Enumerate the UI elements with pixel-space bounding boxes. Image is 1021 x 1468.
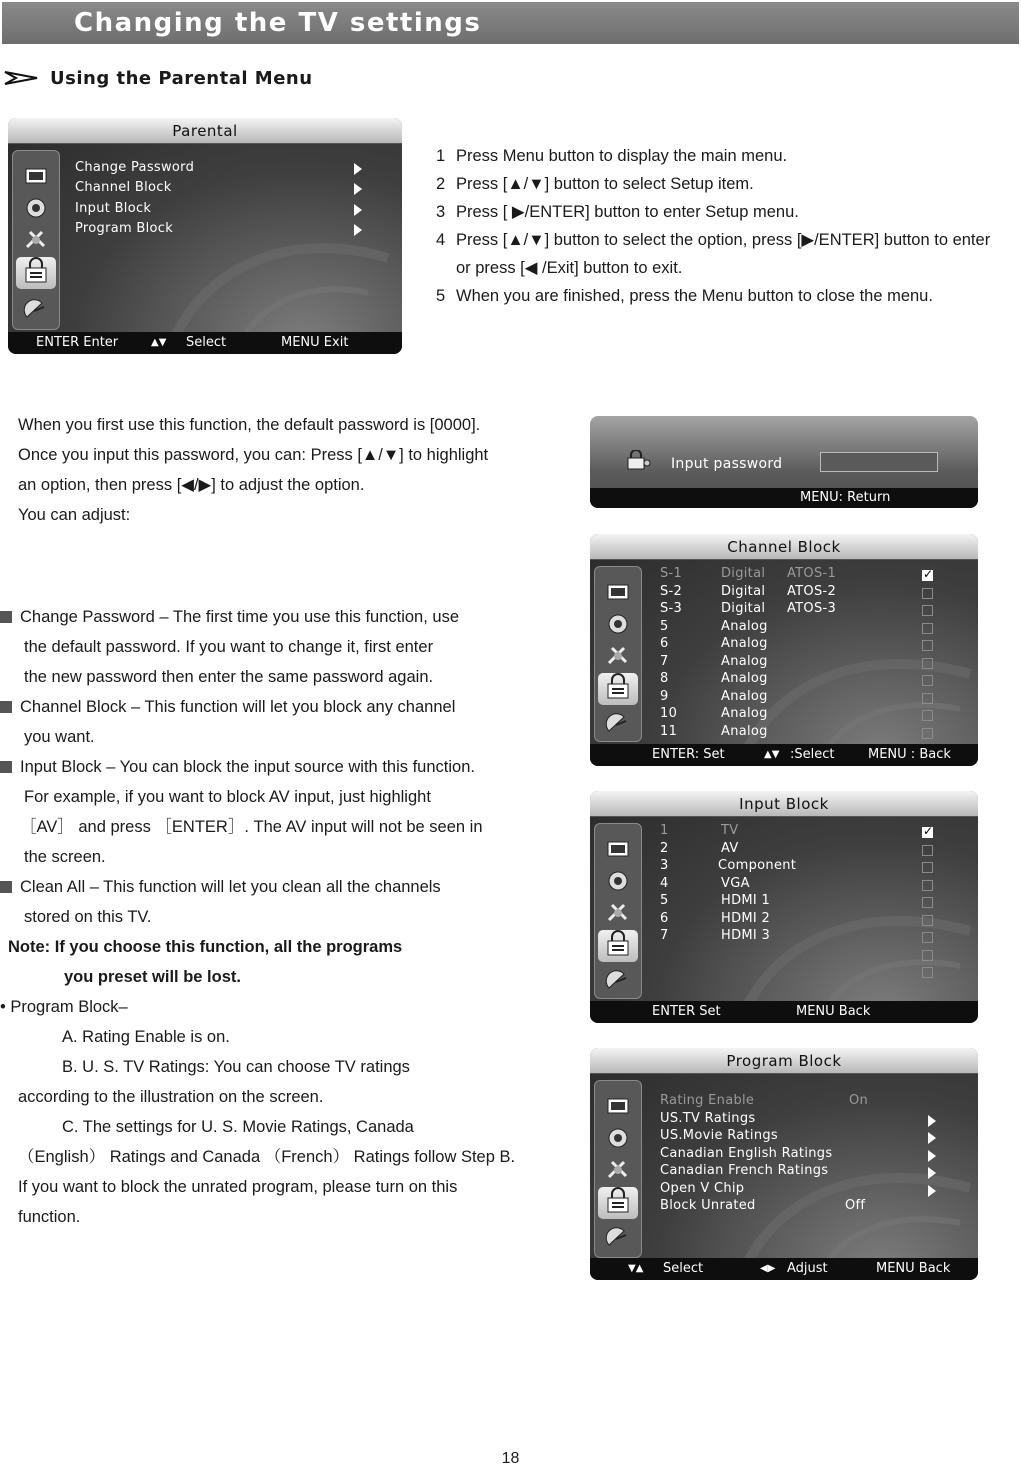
desc-line: （English） Ratings and Canada （French） Ratings follow Step B. [18, 1148, 516, 1166]
input-source-name: HDMI 2 [721, 910, 771, 926]
input-number[interactable]: 6 [660, 910, 669, 926]
block-checkbox[interactable] [922, 915, 933, 926]
lock-icon [16, 257, 56, 289]
input-source-name: VGA [721, 875, 750, 891]
desc-line: For example, if you want to block AV input, just highlight [24, 788, 431, 806]
option-descriptions [0, 602, 515, 1232]
osd-footer [8, 332, 402, 354]
channel-type: Analog [721, 671, 768, 686]
input-source-name: HDMI 3 [721, 928, 771, 943]
desc-line: ［AV］ and press ［ENTER］. The AV input will not be seen in [20, 818, 483, 836]
input-number[interactable]: 2 [660, 840, 669, 856]
desc-line: C. The settings for U. S. Movie Ratings, Canada [62, 1118, 414, 1136]
menu-item-program-block[interactable]: Program Block [75, 221, 174, 236]
footer-adjust-hint: Adjust [787, 1261, 828, 1276]
satellite-dish-icon[interactable] [604, 711, 632, 737]
step-line: 4 Press [▲/▼] button to select the option, press [▶/ENTER] button to enter [436, 231, 991, 249]
block-checkbox[interactable] [922, 623, 933, 634]
osd-sidebar [12, 150, 60, 330]
program-option-label[interactable]: Rating Enable [660, 1093, 755, 1108]
password-input[interactable] [820, 452, 938, 472]
channel-number[interactable]: S-2 [660, 583, 683, 599]
osd-title: Channel Block [590, 534, 978, 560]
square-bullet-icon [0, 881, 12, 893]
input-number[interactable]: 7 [660, 928, 669, 943]
lock-icon [598, 930, 638, 962]
step-line: 5 When you are finished, press the Menu button to close the menu. [436, 287, 933, 305]
swirl-decoration [590, 534, 978, 766]
desc-change-password: Change Password – The first time you use this function, use [0, 602, 515, 632]
block-checkbox[interactable] [922, 675, 933, 686]
channel-number[interactable]: 11 [660, 723, 678, 739]
up-down-arrows-icon: ▲▼ [151, 337, 167, 348]
block-checkbox[interactable] [922, 570, 933, 581]
page-header [2, 2, 1019, 44]
block-checkbox[interactable] [922, 728, 933, 739]
chevron-right-icon [928, 1185, 936, 1197]
channel-type: Digital [721, 566, 766, 581]
program-option-label[interactable]: Canadian English Ratings [660, 1145, 833, 1161]
arrow-bullet-icon [4, 70, 38, 86]
intro-line: When you first use this function, the default password is [0000]. [18, 416, 481, 434]
step-line: 2 Press [▲/▼] button to select Setup item. [436, 175, 754, 193]
satellite-dish-icon[interactable] [604, 1225, 632, 1251]
input-source-name: TV [721, 823, 739, 838]
lock-tab-selected[interactable] [598, 1187, 638, 1219]
osd-footer [590, 488, 978, 508]
swirl-decoration [8, 118, 402, 354]
channel-name: ATOS-1 [787, 566, 837, 581]
step-line: or press [◀ /Exit] button to exit. [456, 259, 683, 277]
osd-title: Input Block [590, 791, 978, 817]
password-label: Input password [671, 456, 783, 472]
channel-type: Analog [721, 706, 768, 721]
lock-icon [598, 673, 638, 705]
desc-line: B. U. S. TV Ratings: You can choose TV ratings [62, 1058, 410, 1076]
speaker-icon[interactable] [604, 868, 632, 894]
settings-tools-icon[interactable] [604, 1157, 632, 1183]
footer-return-hint: MENU: Return [800, 490, 891, 505]
program-block-screen [590, 1048, 978, 1280]
block-checkbox[interactable] [922, 967, 933, 978]
input-number[interactable]: 1 [660, 823, 669, 838]
program-option-label[interactable]: US.TV Ratings [660, 1110, 756, 1126]
desc-line: the default password. If you want to change it, first enter [24, 638, 434, 656]
desc-line: stored on this TV. [24, 908, 152, 926]
left-right-arrows-icon: ◀▶ [760, 1263, 776, 1274]
channel-type: Analog [721, 723, 768, 739]
block-checkbox[interactable] [922, 605, 933, 616]
menu-item-channel-block[interactable]: Channel Block [75, 180, 172, 195]
desc-line: according to the illustration on the screen. [18, 1088, 324, 1106]
desc-line: the new password then enter the same password again. [24, 668, 434, 686]
block-checkbox[interactable] [922, 897, 933, 908]
up-down-arrows-icon: ▼▲ [628, 1263, 644, 1274]
chevron-right-icon [928, 1115, 936, 1127]
desc-line: the screen. [24, 848, 106, 866]
channel-name: ATOS-2 [787, 583, 837, 599]
footer-set-hint: ENTER Set [652, 1004, 721, 1019]
program-block-heading: • Program Block– [0, 998, 128, 1016]
square-bullet-icon [0, 701, 12, 713]
settings-tools-icon[interactable] [22, 227, 50, 253]
footer-enter-hint: ENTER Enter [36, 335, 119, 350]
program-option-label[interactable]: US.Movie Ratings [660, 1128, 778, 1143]
up-down-arrows-icon: ▲▼ [764, 749, 780, 760]
channel-name: ATOS-3 [787, 601, 837, 616]
lock-icon [598, 1187, 638, 1219]
menu-item-change-password[interactable]: Change Password [75, 160, 195, 175]
channel-number[interactable]: 7 [660, 653, 669, 669]
channel-number[interactable]: 9 [660, 688, 669, 704]
tv-icon[interactable] [22, 163, 50, 189]
input-source-name: AV [721, 840, 739, 856]
satellite-dish-icon[interactable] [604, 968, 632, 994]
swirl-decoration [590, 791, 978, 1023]
chevron-right-icon [354, 224, 362, 236]
section-title: Using the Parental Menu [50, 67, 313, 89]
lock-tab-selected[interactable] [16, 257, 56, 289]
channel-type: Analog [721, 636, 768, 651]
channel-number[interactable]: 8 [660, 671, 669, 686]
chevron-right-icon [928, 1167, 936, 1179]
channel-type: Analog [721, 618, 768, 634]
osd-title: Parental [8, 118, 402, 144]
program-option-label[interactable]: Canadian French Ratings [660, 1163, 829, 1178]
tv-icon[interactable] [604, 579, 632, 605]
input-number[interactable]: 4 [660, 875, 669, 891]
block-checkbox[interactable] [922, 862, 933, 873]
block-checkbox[interactable] [922, 845, 933, 856]
square-bullet-icon [0, 761, 12, 773]
block-checkbox[interactable] [922, 640, 933, 651]
osd-sidebar [594, 1080, 642, 1258]
channel-block-screen [590, 534, 978, 766]
channel-number[interactable]: S-3 [660, 601, 683, 616]
block-checkbox[interactable] [922, 880, 933, 891]
channel-number[interactable]: S-1 [660, 566, 683, 581]
program-option-label[interactable]: Open V Chip [660, 1180, 745, 1196]
intro-line: an option, then press [◀/▶] to adjust the option. [18, 476, 365, 494]
footer-exit-hint: MENU Exit [281, 335, 349, 350]
section-heading [4, 66, 313, 90]
block-checkbox[interactable] [922, 932, 933, 943]
channel-number[interactable]: 5 [660, 618, 669, 634]
input-source-name: HDMI 1 [721, 893, 771, 908]
tv-icon[interactable] [604, 836, 632, 862]
step-line: 1 Press Menu button to display the main menu. [436, 147, 788, 165]
page-title: Changing the TV settings [74, 8, 482, 38]
chevron-right-icon [354, 204, 362, 216]
footer-back-hint: MENU : Back [868, 747, 951, 762]
desc-line: you want. [24, 728, 95, 746]
channel-number[interactable]: 6 [660, 636, 669, 651]
osd-title: Program Block [590, 1048, 978, 1074]
footer-select-hint: Select [186, 335, 227, 350]
menu-item-input-block[interactable]: Input Block [75, 201, 152, 216]
program-option-value: On [849, 1093, 869, 1108]
chevron-right-icon [928, 1132, 936, 1144]
chevron-right-icon [928, 1150, 936, 1162]
desc-line: If you want to block the unrated program, please turn on this [18, 1178, 458, 1196]
program-option-label[interactable]: Block Unrated [660, 1198, 756, 1213]
intro-line: You can adjust: [18, 506, 131, 524]
lock-icon [626, 450, 652, 470]
lock-tab-selected[interactable] [598, 930, 638, 962]
intro-paragraph [18, 410, 488, 530]
desc-input-block: Input Block – You can block the input source with this function. [0, 752, 515, 782]
block-checkbox[interactable] [922, 588, 933, 599]
channel-type: Digital [721, 583, 766, 599]
input-number[interactable]: 5 [660, 893, 669, 908]
footer-set-hint: ENTER: Set [652, 747, 725, 762]
block-checkbox[interactable] [922, 693, 933, 704]
square-bullet-icon [0, 611, 12, 623]
settings-tools-icon[interactable] [604, 643, 632, 669]
intro-line: Once you input this password, you can: Press [▲/▼] to highlight [18, 446, 489, 464]
block-checkbox[interactable] [922, 950, 933, 961]
channel-type: Digital [721, 601, 766, 616]
input-number[interactable]: 3 [660, 858, 669, 873]
desc-line: function. [18, 1208, 81, 1226]
satellite-dish-icon[interactable] [22, 297, 50, 323]
block-checkbox[interactable] [922, 658, 933, 669]
lock-tab-selected[interactable] [598, 673, 638, 705]
block-checkbox[interactable] [922, 710, 933, 721]
osd-footer [590, 744, 978, 766]
tv-icon[interactable] [604, 1093, 632, 1119]
desc-channel-block: Channel Block – This function will let you block any channel [0, 692, 515, 722]
desc-line: A. Rating Enable is on. [62, 1028, 230, 1046]
input-source-name: Component [718, 858, 797, 873]
desc-clean-all: Clean All – This function will let you clean all the channels [0, 872, 515, 902]
channel-type: Analog [721, 688, 768, 704]
osd-sidebar [594, 823, 642, 999]
chevron-right-icon [354, 183, 362, 195]
speaker-icon[interactable] [604, 1125, 632, 1151]
footer-select-hint: :Select [790, 747, 835, 762]
chevron-right-icon [354, 163, 362, 175]
input-block-screen [590, 791, 978, 1023]
footer-select-hint: Select [663, 1261, 704, 1276]
note-line: you preset will be lost. [64, 968, 241, 986]
footer-back-hint: MENU Back [876, 1261, 951, 1276]
step-line: 3 Press [ ▶/ENTER] button to enter Setup menu. [436, 203, 799, 221]
speaker-icon[interactable] [22, 195, 50, 221]
program-option-value: Off [845, 1198, 866, 1213]
speaker-icon[interactable] [604, 611, 632, 637]
channel-number[interactable]: 10 [660, 706, 678, 721]
parental-menu-screen [8, 118, 402, 354]
note: Note: If you choose this function, all the programs [8, 938, 403, 956]
page-number: 18 [501, 1450, 520, 1467]
instruction-steps [436, 142, 990, 310]
block-checkbox[interactable] [922, 827, 933, 838]
footer-back-hint: MENU Back [796, 1004, 871, 1019]
osd-sidebar [594, 566, 642, 742]
osd-footer [590, 1258, 978, 1280]
password-screen [590, 416, 978, 508]
channel-type: Analog [721, 653, 768, 669]
osd-footer [590, 1001, 978, 1023]
settings-tools-icon[interactable] [604, 900, 632, 926]
